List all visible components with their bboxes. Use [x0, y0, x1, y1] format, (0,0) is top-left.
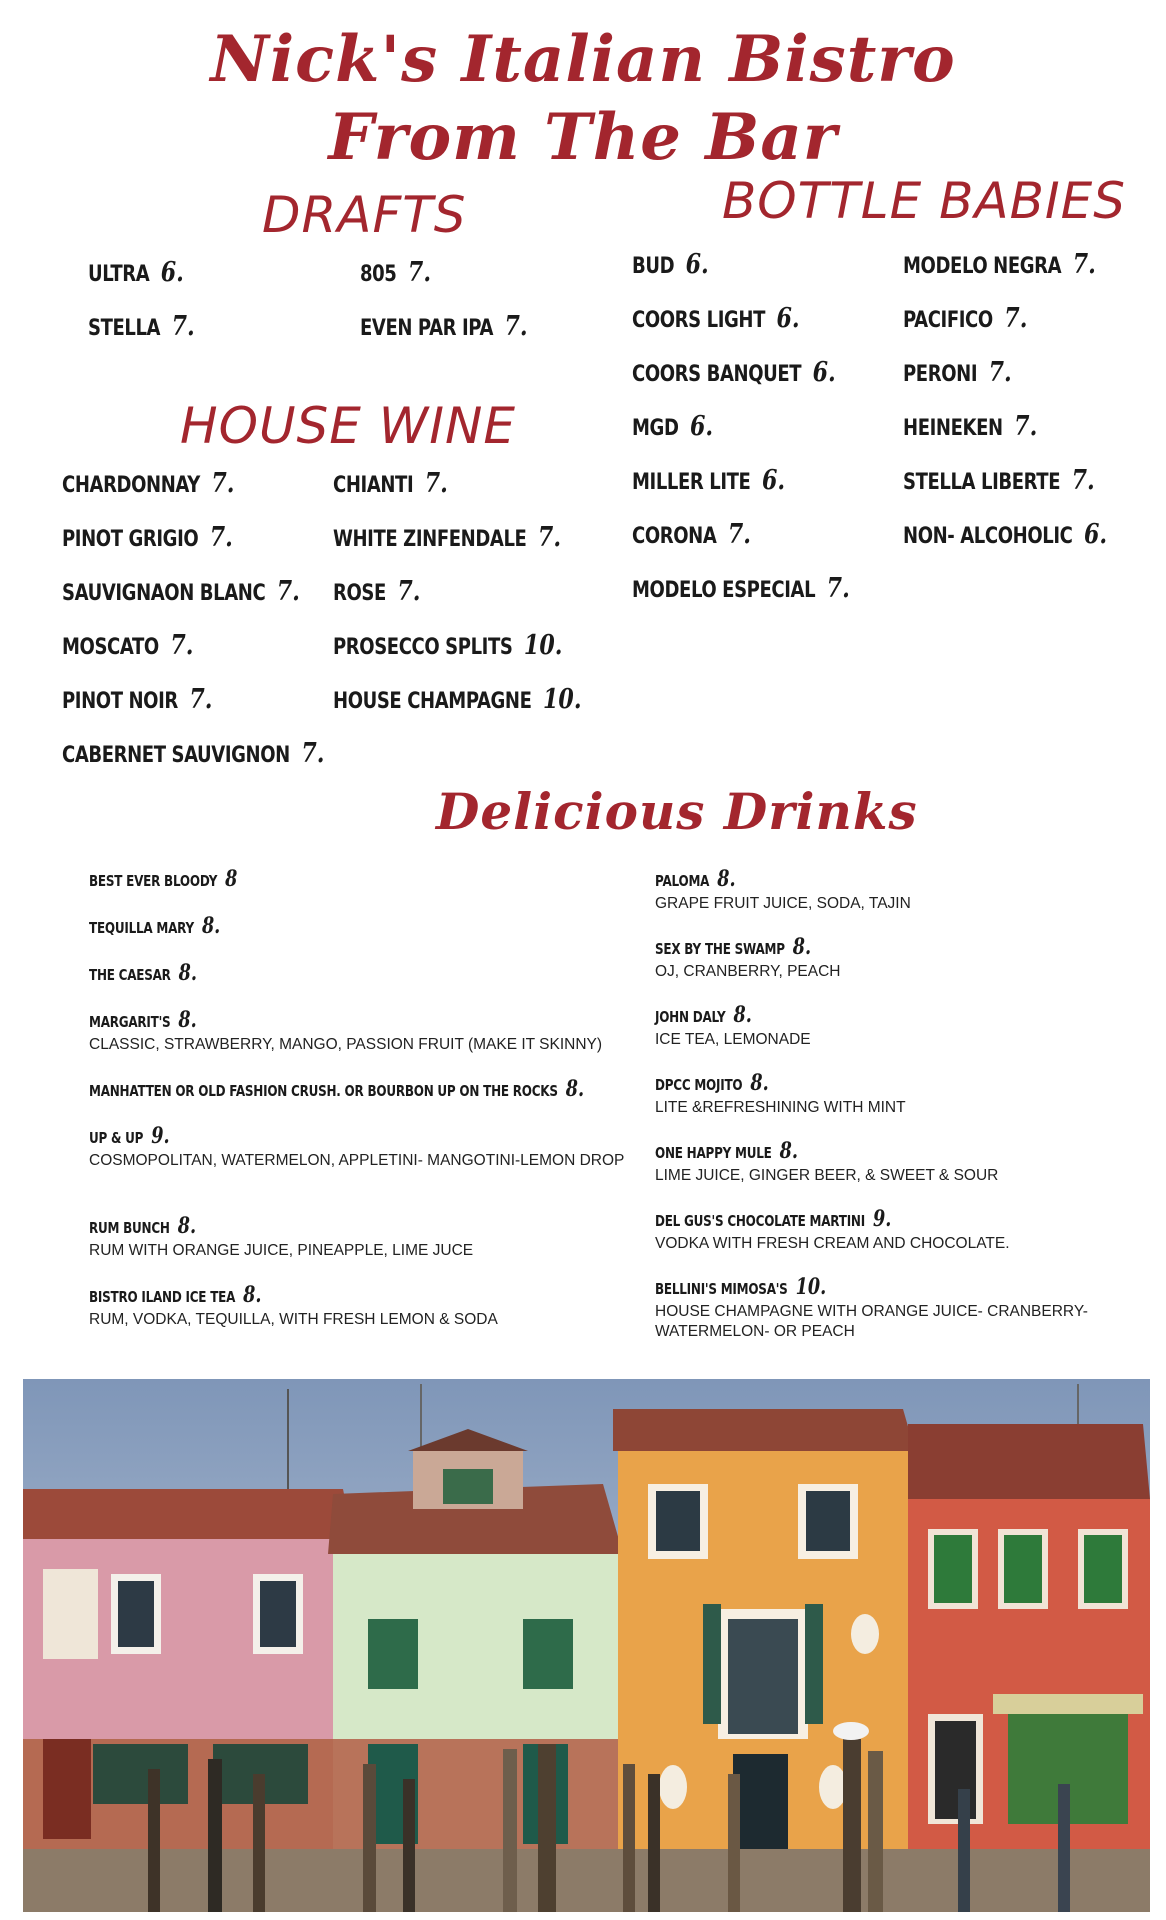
drink-description: LITE &REFRESHINING WITH MINT [655, 1099, 906, 1116]
drink-price: 8. [792, 934, 812, 960]
drink-name: PALOMA [655, 872, 710, 890]
drink-description: GRAPE FRUIT JUICE, SODA, TAJIN [655, 895, 911, 912]
drink-description: HOUSE CHAMPAGNE WITH ORANGE JUICE- CRANBERRY-WATERMELON- OR PEACH [655, 1303, 1088, 1340]
item-price: 7. [1072, 249, 1096, 280]
drink-item [89, 1078, 629, 1102]
item-name: PERONI [903, 362, 978, 387]
drink-name: SEX BY THE SWAMP [655, 940, 785, 958]
menu-item [903, 303, 1027, 334]
drink-price: 8. [779, 1138, 798, 1164]
menu-item [333, 576, 420, 607]
delicious-drinks-heading: Delicious Drinks [436, 782, 918, 841]
item-price: 6. [776, 303, 800, 334]
item-name: PINOT GRIGIO [62, 527, 199, 552]
drink-description: COSMOPOLITAN, WATERMELON, APPLETINI- MANGOTINI-LEMON DROP [89, 1152, 625, 1169]
item-name: HEINEKEN [903, 416, 1003, 441]
item-price: 7. [209, 522, 233, 553]
drink-name: DEL GUS'S CHOCOLATE MARTINI [655, 1212, 865, 1230]
item-name: CHARDONNAY [62, 473, 200, 498]
drink-description: OJ, CRANBERRY, PEACH [655, 963, 841, 980]
item-name: WHITE ZINFENDALE [333, 527, 527, 552]
bottle-babies-heading: BOTTLE BABIES [722, 172, 1126, 230]
drink-item [655, 868, 1125, 914]
drink-description: CLASSIC, STRAWBERRY, MANGO, PASSION FRUIT (MAKE IT SKINNY) [89, 1036, 603, 1053]
item-price: 6. [812, 357, 836, 388]
drink-name: BELLINI'S MIMOSA'S [655, 1280, 788, 1298]
item-name: COORS LIGHT [632, 308, 765, 333]
item-name: PROSECCO SPLITS [333, 635, 513, 660]
item-name: EVEN PAR IPA [360, 316, 494, 341]
item-name: STELLA LIBERTE [903, 470, 1061, 495]
drink-name: BEST EVER BLOODY [89, 872, 218, 890]
item-name: NON- ALCOHOLIC [903, 524, 1073, 549]
drink-price: 8. [717, 866, 736, 892]
item-price: 7. [537, 522, 562, 553]
item-price: 7. [171, 311, 195, 342]
item-price: 6. [761, 465, 786, 496]
drink-name: THE CAESAR [89, 966, 171, 984]
menu-item [632, 465, 785, 496]
drafts-heading: DRAFTS [262, 186, 467, 244]
menu-item [360, 311, 528, 342]
menu-item [632, 411, 713, 442]
item-name: PACIFICO [903, 308, 993, 333]
item-price: 6. [1083, 519, 1108, 550]
item-price: 6. [689, 411, 714, 442]
drink-price: 9. [151, 1123, 170, 1149]
drink-item [89, 962, 629, 986]
item-name: MOSCATO [62, 635, 159, 660]
item-price: 6. [685, 249, 709, 280]
drink-name: MARGARIT'S [89, 1013, 171, 1031]
drink-price: 8. [177, 1213, 197, 1239]
drink-name: TEQUILLA MARY [89, 919, 194, 937]
drink-item [655, 1208, 1125, 1254]
item-price: 7. [301, 738, 325, 769]
drink-name: ONE HAPPY MULE [655, 1144, 772, 1162]
menu-title: Nick's Italian Bistro [210, 22, 956, 97]
drink-item [655, 1004, 1125, 1050]
item-name: SAUVIGNAON BLANC [62, 581, 266, 606]
menu-item [903, 411, 1037, 442]
drink-price: 8 [225, 866, 238, 892]
item-price: 7. [424, 468, 448, 499]
menu-item [632, 357, 836, 388]
venice-houses-photo [23, 1379, 1150, 1912]
menu-item [632, 249, 709, 280]
item-name: CORONA [632, 524, 717, 549]
drink-item [89, 915, 629, 939]
drink-price: 8. [733, 1002, 752, 1028]
drink-description: VODKA WITH FRESH CREAM AND CHOCOLATE. [655, 1235, 1010, 1252]
item-name: ROSE [333, 581, 386, 606]
menu-item [88, 257, 184, 288]
item-price: 7. [397, 576, 421, 607]
item-name: MODELO ESPECIAL [632, 578, 816, 603]
drink-item [89, 1284, 629, 1330]
item-name: CHIANTI [333, 473, 414, 498]
drink-price: 8. [750, 1070, 769, 1096]
item-price: 6. [160, 257, 184, 288]
drink-price: 8. [178, 1007, 197, 1033]
drink-name: JOHN DALY [655, 1008, 726, 1026]
menu-item [62, 738, 324, 769]
drink-name: UP & UP [89, 1129, 144, 1147]
drink-price: 9. [872, 1206, 892, 1232]
item-price: 7. [1004, 303, 1028, 334]
drink-item [89, 1009, 629, 1055]
item-price: 7. [170, 630, 194, 661]
item-price: 7. [211, 468, 235, 499]
menu-item [333, 522, 561, 553]
menu-item [62, 468, 234, 499]
menu-item [62, 630, 193, 661]
item-price: 7. [1071, 465, 1095, 496]
item-price: 7. [276, 576, 300, 607]
item-price: 10. [523, 630, 563, 661]
item-price: 7. [826, 573, 850, 604]
item-price: 7. [504, 311, 528, 342]
drink-price: 8. [178, 960, 198, 986]
drink-item [89, 1125, 629, 1171]
item-price: 7. [1014, 411, 1038, 442]
menu-item [903, 357, 1012, 388]
item-name: STELLA [88, 316, 161, 341]
drink-description: LIME JUICE, GINGER BEER, & SWEET & SOUR [655, 1167, 999, 1184]
menu-item [88, 311, 195, 342]
menu-item [62, 576, 300, 607]
item-name: HOUSE CHAMPAGNE [333, 689, 532, 714]
houses-illustration [23, 1379, 1150, 1912]
menu-item [632, 303, 800, 334]
drink-name: RUM BUNCH [89, 1219, 170, 1237]
drink-name: DPCC MOJITO [655, 1076, 743, 1094]
item-name: MILLER LITE [632, 470, 751, 495]
item-name: MODELO NEGRA [903, 254, 1062, 279]
drink-item [655, 1276, 1105, 1342]
drink-price: 10. [795, 1274, 827, 1300]
drink-price: 8. [565, 1076, 585, 1102]
drink-item [655, 1072, 1125, 1118]
drink-description: RUM, VODKA, TEQUILLA, WITH FRESH LEMON & SODA [89, 1311, 498, 1328]
menu-subtitle: From The Bar [328, 100, 838, 175]
item-name: PINOT NOIR [62, 689, 178, 714]
drink-description: RUM WITH ORANGE JUICE, PINEAPPLE, LIME JUCE [89, 1242, 474, 1259]
menu-item [333, 468, 448, 499]
item-price: 7. [189, 684, 213, 715]
menu-item [903, 519, 1107, 550]
drink-item [655, 936, 1125, 982]
menu-item [360, 257, 431, 288]
item-name: CABERNET SAUVIGNON [62, 743, 290, 768]
menu-item [903, 465, 1095, 496]
item-price: 7. [988, 357, 1012, 388]
drink-item [655, 1140, 1125, 1186]
item-price: 10. [543, 684, 582, 715]
menu-item [333, 630, 562, 661]
item-name: ULTRA [88, 262, 150, 287]
item-name: BUD [632, 254, 675, 279]
drink-name: MANHATTEN OR OLD FASHION CRUSH. OR BOURBON UP ON THE ROCKS [89, 1082, 558, 1100]
menu-item [333, 684, 582, 715]
drink-item [89, 1215, 629, 1261]
menu-item [632, 573, 850, 604]
menu-item [903, 249, 1096, 280]
menu-item [62, 684, 212, 715]
item-price: 7. [407, 257, 432, 288]
menu-item [632, 519, 751, 550]
drink-price: 8. [243, 1282, 262, 1308]
item-price: 7. [727, 519, 752, 550]
house-wine-heading: HOUSE WINE [180, 397, 516, 455]
drink-price: 8. [201, 913, 221, 939]
drink-item [89, 868, 629, 892]
item-name: MGD [632, 416, 679, 441]
drink-description: ICE TEA, LEMONADE [655, 1031, 811, 1048]
menu-item [62, 522, 233, 553]
drink-name: BISTRO ILAND ICE TEA [89, 1288, 236, 1306]
item-name: COORS BANQUET [632, 362, 802, 387]
item-name: 805 [360, 262, 397, 287]
